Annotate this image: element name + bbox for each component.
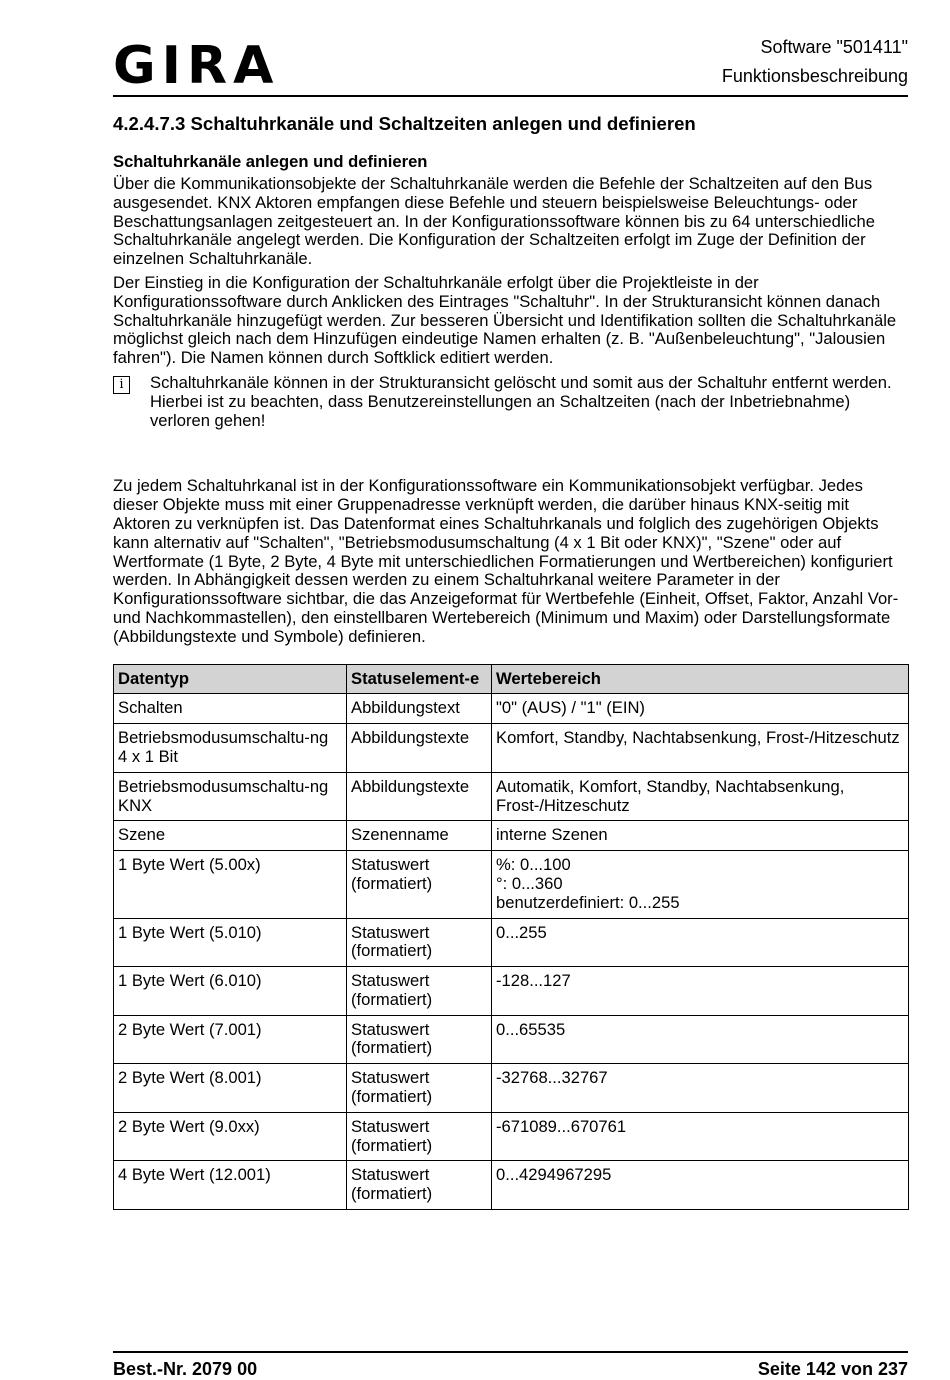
cell-datentyp: 4 Byte Wert (12.001) — [114, 1161, 347, 1210]
header-info — [722, 33, 908, 91]
table-row — [114, 1112, 909, 1161]
note-text: Schaltuhrkanäle können in der Strukturansicht gelöscht und somit aus der Schaltuhr entfernt werden. Hierbei ist zu beachten, dass Benutzereinstellungen an Schaltzeiten (nach der Inbetriebnahme) verloren gehen! — [150, 372, 892, 430]
table-row — [114, 694, 909, 724]
document-page — [113, 0, 908, 1377]
table-row — [114, 821, 909, 851]
cell-wertebereich: -671089...670761 — [492, 1112, 909, 1161]
datatype-table — [113, 664, 909, 1211]
cell-wertebereich: -32768...32767 — [492, 1064, 909, 1113]
cell-statuselement: Szenenname — [347, 821, 492, 851]
section-subtitle: Schaltuhrkanäle anlegen und definieren — [113, 152, 428, 171]
header-statuselement: Statuselement-e — [347, 664, 492, 694]
cell-wertebereich: 0...255 — [492, 918, 909, 967]
table-row — [114, 1015, 909, 1064]
cell-statuselement: Statuswert (formatiert) — [347, 918, 492, 967]
cell-wertebereich: -128...127 — [492, 967, 909, 1016]
cell-datentyp: 2 Byte Wert (8.001) — [114, 1064, 347, 1113]
table-row — [114, 1064, 909, 1113]
range-line-custom: benutzerdefiniert: 0...255 — [496, 892, 680, 912]
cell-statuselement: Statuswert (formatiert) — [347, 1064, 492, 1113]
info-note — [113, 374, 908, 430]
cell-datentyp: 1 Byte Wert (5.010) — [114, 918, 347, 967]
cell-datentyp: 2 Byte Wert (7.001) — [114, 1015, 347, 1064]
cell-datentyp: Betriebsmodusumschaltu-ng KNX — [114, 772, 347, 821]
cell-datentyp: Schalten — [114, 694, 347, 724]
table-row — [114, 918, 909, 967]
table-row — [114, 772, 909, 821]
cell-datentyp: 2 Byte Wert (9.0xx) — [114, 1112, 347, 1161]
cell-wertebereich: Komfort, Standby, Nachtabsenkung, Frost-/Hitzeschutz — [492, 724, 909, 773]
cell-statuselement: Statuswert (formatiert) — [347, 1112, 492, 1161]
header-rule — [113, 95, 908, 97]
cell-statuselement: Abbildungstexte — [347, 724, 492, 773]
table-row — [114, 724, 909, 773]
table-row — [114, 967, 909, 1016]
cell-statuselement: Abbildungstexte — [347, 772, 492, 821]
cell-wertebereich: interne Szenen — [492, 821, 909, 851]
paragraph-1: Über die Kommunikationsobjekte der Schaltuhrkanäle werden die Befehle der Schaltzeiten auf den Bus ausgesendet. KNX Aktoren empfangen diese Befehle und steuern beispielsweise Beleuchtungs- oder Beschattungsanlagen zeitgesteuert an. In der Konfigurationssoftware können bis zu 64 unterschiedliche Schaltuhrkanäle angelegt werden. Die Konfiguration der Schaltzeiten erfolgt im Zuge der Definition der einzelnen Schaltuhrkanäle. — [113, 174, 875, 269]
range-line-degree: °: 0...360 — [496, 873, 563, 893]
table-header-row — [114, 664, 909, 694]
cell-statuselement: Abbildungstext — [347, 694, 492, 724]
footer-page-number: Seite 142 von 237 — [757, 1359, 908, 1379]
header-software: Software "501411" — [760, 37, 908, 57]
content — [113, 111, 908, 1210]
info-icon: i — [113, 376, 130, 394]
cell-wertebereich: "0" (AUS) / "1" (EIN) — [492, 694, 909, 724]
cell-datentyp: 1 Byte Wert (6.010) — [114, 967, 347, 1016]
cell-wertebereich: 0...4294967295 — [492, 1161, 909, 1210]
table-row — [114, 851, 909, 918]
cell-wertebereich: Automatik, Komfort, Standby, Nachtabsenkung, Frost-/Hitzeschutz — [492, 772, 909, 821]
range-line-percent: %: 0...100 — [496, 855, 571, 875]
header-doc-type: Funktionsbeschreibung — [721, 66, 908, 86]
cell-datentyp: Betriebsmodusumschaltu-ng 4 x 1 Bit — [114, 724, 347, 773]
header-datentyp: Datentyp — [114, 664, 347, 694]
cell-datentyp: 1 Byte Wert (5.00x) — [114, 851, 347, 918]
cell-statuselement: Statuswert (formatiert) — [347, 1015, 492, 1064]
footer-order-number: Best.-Nr. 2079 00 — [113, 1359, 258, 1379]
cell-wertebereich — [492, 851, 909, 918]
footer-rule — [113, 1351, 908, 1353]
cell-wertebereich: 0...65535 — [492, 1015, 909, 1064]
header-wertebereich: Wertebereich — [492, 664, 909, 694]
cell-statuselement: Statuswert (formatiert) — [347, 967, 492, 1016]
table-row — [114, 1161, 909, 1210]
cell-statuselement: Statuswert (formatiert) — [347, 1161, 492, 1210]
section-title: 4.2.4.7.3 Schaltuhrkanäle und Schaltzeiten anlegen und definieren — [113, 113, 696, 134]
gira-logo: GIRA — [113, 36, 280, 96]
cell-datentyp: Szene — [114, 821, 347, 851]
cell-statuselement: Statuswert (formatiert) — [347, 851, 492, 918]
paragraph-2: Der Einstieg in die Konfiguration der Schaltuhrkanäle erfolgt über die Projektleiste in der Konfigurationssoftware durch Anklicken des Eintrages "Schaltuhr". In der Strukturansicht können danach Schaltuhrkanäle hinzugefügt werden. Zur besseren Übersicht und Identifikation sollten die Schaltuhrkanäle möglichst gleich nach dem Hinzufügen eindeutige Namen erhalten (z. B. "Außenbeleuchtung", "Jalousien fahren"). Die Namen können durch Softklick editiert werden. — [113, 272, 897, 368]
paragraph-3: Zu jedem Schaltuhrkanal ist in der Konfigurationssoftware ein Kommunikationsobjekt verfügbar. Jedes dieser Objekte muss mit einer Gruppenadresse verknüpft werden, die darüber hinaus KNX-seitig mit Aktoren zu verknüpfen ist. Das Datenformat eines Schaltuhrkanals und folglich des zugehörigen Objekts kann alternativ auf "Schalten", "Betriebsmodusumschaltung (4 x 1 Bit oder KNX)", "Szene" oder auf Wertformate (1 Byte, 2 Byte, 4 Byte mit unterschiedlichen Formatierungen und Wertbereichen) konfiguriert werden. In Abhängigkeit dessen werden zu einem Schaltuhrkanal weitere Parameter in der Konfigurationssoftware sichtbar, die das Anzeigeformat für Wertbefehle (Einheit, Offset, Faktor, Anzahl Vor- und Nachkommastellen), den einstellbaren Wertebereich (Minimum und Maxim) oder Darstellungsformate (Abbildungstexte und Symbole) definieren. — [113, 476, 899, 646]
